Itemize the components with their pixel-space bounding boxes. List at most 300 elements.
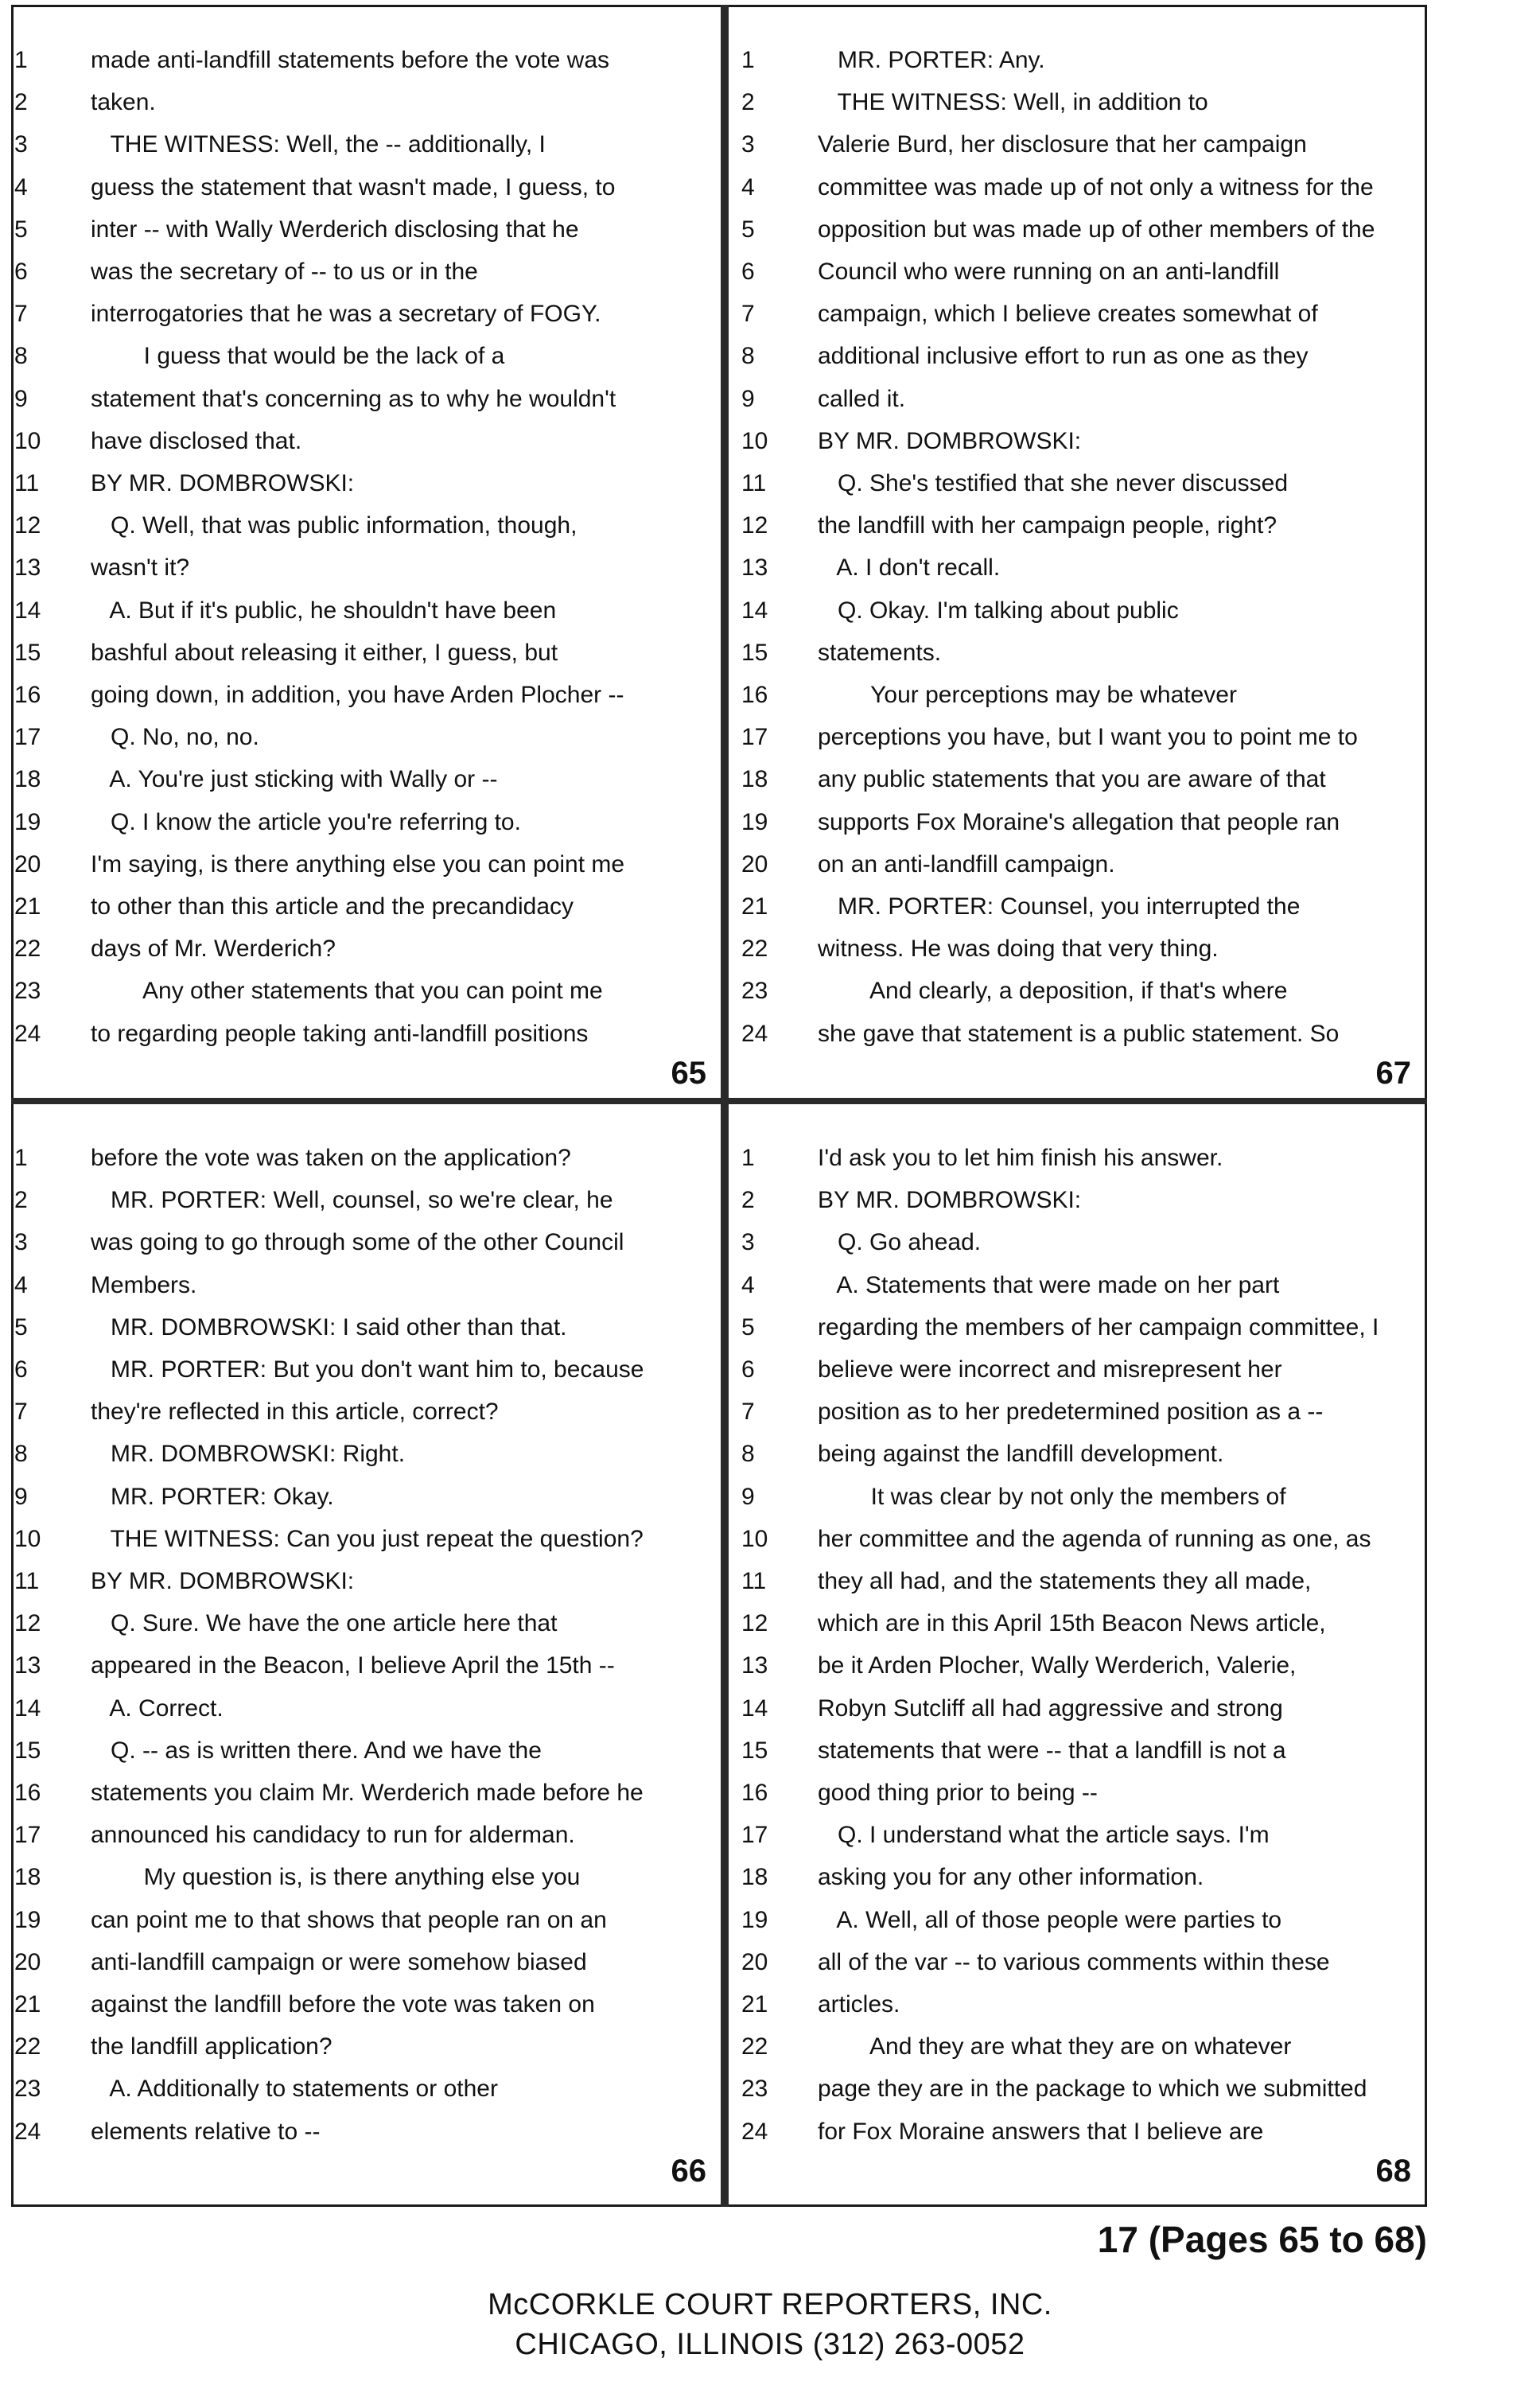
transcript-line [741,2068,1424,2110]
line-number: 23 [14,978,41,1005]
line-number: 4 [741,173,755,200]
line-number: 5 [14,1313,28,1340]
line-number: 18 [741,766,768,793]
transcript-line [14,928,719,970]
transcript-line [741,1900,1424,1941]
line-number: 17 [741,724,768,751]
transcript-line [741,251,1424,293]
transcript-line [741,886,1424,928]
line-text: And they are what they are on whatever [818,2033,1292,2060]
transcript-line [14,759,719,800]
line-text: her committee and the agenda of running as one, as [818,1525,1371,1552]
transcript-line [14,336,719,377]
line-number: 10 [741,427,768,454]
transcript-line [14,1857,719,1898]
transcript-line [741,1815,1424,1856]
line-text: they all had, and the statements they all made, [818,1568,1312,1594]
transcript-line [14,1730,719,1772]
transcript-line [14,547,719,589]
line-number: 3 [741,131,755,158]
transcript-line [741,1180,1424,1221]
line-number: 7 [741,1399,755,1426]
line-text: A. I don't recall. [818,554,1001,582]
transcript-line [741,1519,1424,1560]
line-number: 16 [741,1780,768,1806]
line-number: 7 [14,301,28,328]
line-text: announced his candidacy to run for alderman. [91,1822,575,1849]
line-text: elements relative to -- [91,2118,321,2145]
line-number: 9 [741,385,755,412]
line-text: Any other statements that you can point me [91,978,603,1005]
line-text: Q. Okay. I'm talking about public [818,597,1179,624]
line-number: 13 [14,1652,41,1679]
line-text: they're reflected in this article, correct? [91,1399,499,1426]
line-text: And clearly, a deposition, if that's where [818,978,1288,1005]
line-text: THE WITNESS: Can you just repeat the question? [91,1525,644,1552]
line-text: on an anti-landfill campaign. [818,850,1115,877]
line-number: 16 [741,682,768,708]
transcript-line [14,590,719,632]
line-number: 11 [741,1568,767,1594]
transcript-line [741,547,1424,589]
line-text: interrogatories that he was a secretary of FOGY. [91,301,601,328]
transcript-line [741,124,1424,165]
line-number: 19 [14,808,41,835]
transcript-line [14,1815,719,1856]
line-number: 8 [741,1441,755,1468]
line-text: opposition but was made up of other members of the [818,216,1375,243]
transcript-line [14,1984,719,2025]
line-number: 24 [14,1020,41,1047]
line-number: 21 [14,893,41,920]
line-number: 19 [741,1906,768,1933]
line-text: statements that were -- that a landfill is not a [818,1737,1286,1764]
transcript-line [14,1138,719,1179]
line-text: against the landfill before the vote was taken on [91,1991,595,2018]
line-text: going down, in addition, you have Arden Plocher -- [91,682,624,708]
line-number: 19 [741,808,768,835]
line-number: 2 [14,89,28,116]
line-number: 8 [14,1441,28,1468]
transcript-line [14,717,719,758]
transcript-line [741,590,1424,632]
line-text: to regarding people taking anti-landfill positions [91,1020,589,1047]
line-text: Your perceptions may be whatever [818,682,1237,708]
transcript-line [14,294,719,335]
line-number: 2 [741,89,755,116]
line-text: for Fox Moraine answers that I believe are [818,2118,1264,2145]
line-number: 5 [14,216,28,243]
line-text: A. Statements that were made on her part [818,1271,1280,1298]
transcript-line [14,1561,719,1602]
line-number: 17 [14,1822,41,1849]
transcript-line [14,1603,719,1644]
line-text: MR. DOMBROWSKI: Right. [91,1441,406,1468]
transcript-line [741,1349,1424,1391]
line-text: MR. PORTER: Counsel, you interrupted the [818,893,1301,920]
page-number: 65 [671,1056,706,1091]
line-number: 15 [741,1737,768,1764]
line-text: MR. PORTER: Okay. [91,1483,334,1510]
transcript-line [741,209,1424,251]
line-text: position as to her predetermined position as a -- [818,1399,1324,1426]
transcript-line [14,675,719,716]
line-text: any public statements that you are aware of that [818,766,1326,793]
transcript-page [14,40,719,1096]
line-text: I'm saying, is there anything else you can point me [91,850,625,877]
line-number: 6 [14,1356,28,1383]
line-number: 9 [741,1483,755,1510]
line-text: MR. PORTER: Well, counsel, so we're clear, he [91,1187,613,1214]
horizontal-divider [11,1098,1427,1104]
line-text: guess the statement that wasn't made, I guess, to [91,173,616,200]
line-text: taken. [91,89,156,116]
line-number: 10 [14,1525,41,1552]
line-number: 11 [14,470,40,496]
page-number: 66 [671,2154,706,2189]
transcript-line [14,844,719,885]
line-number: 24 [741,2118,768,2145]
line-text: regarding the members of her campaign committee, I [818,1313,1379,1340]
line-text: asking you for any other information. [818,1864,1204,1891]
transcript-line [741,1307,1424,1348]
line-text: statements you claim Mr. Werderich made before he [91,1780,644,1806]
line-text: THE WITNESS: Well, in addition to [818,89,1208,116]
transcript-line [14,209,719,251]
line-number: 4 [14,1271,28,1298]
line-number: 6 [741,259,755,285]
line-text: have disclosed that. [91,427,302,454]
line-number: 23 [741,2076,768,2103]
transcript-line [741,1014,1424,1055]
line-number: 20 [741,1948,768,1975]
line-number: 13 [14,554,41,582]
line-text: she gave that statement is a public statement. So [818,1020,1340,1047]
transcript-line [14,802,719,843]
line-number: 22 [14,2033,41,2060]
transcript-line [741,802,1424,843]
transcript-line [14,971,719,1012]
line-text: statement that's concerning as to why he wouldn't [91,385,616,412]
line-number: 3 [14,1229,28,1256]
transcript-line [741,1222,1424,1263]
line-text: Q. I understand what the article says. I'm [818,1822,1270,1849]
line-text: Q. Well, that was public information, though, [91,512,578,539]
line-number: 6 [741,1356,755,1383]
transcript-line [14,1391,719,1433]
transcript-line [14,632,719,674]
transcript-line [741,844,1424,885]
transcript-line [14,82,719,123]
line-number: 5 [741,216,755,243]
page-range-label: 17 (Pages 65 to 68) [1097,2219,1427,2260]
line-number: 20 [14,850,41,877]
transcript-line [14,1772,719,1814]
transcript-line [14,379,719,420]
line-number: 15 [14,639,41,666]
line-text: Q. She's testified that she never discussed [818,470,1289,496]
transcript-line [14,2068,719,2110]
line-number: 20 [14,1948,41,1975]
transcript-page [741,1138,1424,2194]
line-number: 12 [741,512,768,539]
transcript-line [741,1645,1424,1687]
transcript-line [741,40,1424,81]
line-text: additional inclusive effort to run as one as they [818,343,1309,370]
transcript-line [14,167,719,208]
transcript-line [741,463,1424,504]
transcript-line [741,759,1424,800]
transcript-line [14,2026,719,2068]
transcript-line [741,971,1424,1012]
line-text: inter -- with Wally Werderich disclosing that he [91,216,579,243]
transcript-line [14,2111,719,2153]
transcript-line [14,1349,719,1391]
line-number: 10 [14,427,41,454]
transcript-line [14,1265,719,1306]
reporter-address: CHICAGO, ILLINOIS (312) 263-0052 [515,2328,1025,2361]
line-text: appeared in the Beacon, I believe April the 15th -- [91,1652,615,1679]
line-number: 12 [14,512,41,539]
line-number: 14 [14,1695,41,1722]
line-text: A. But if it's public, he shouldn't have been [91,597,557,624]
line-text: MR. PORTER: But you don't want him to, because [91,1356,644,1383]
transcript-line [14,1307,719,1348]
line-text: Members. [91,1271,197,1298]
line-text: before the vote was taken on the application? [91,1145,571,1171]
line-text: A. Well, all of those people were parties to [818,1906,1282,1933]
transcript-page [741,40,1424,1096]
line-text: articles. [818,1991,900,2018]
line-text: be it Arden Plocher, Wally Werderich, Valerie, [818,1652,1297,1679]
page-number: 67 [1375,1056,1411,1091]
line-text: A. Correct. [91,1695,224,1722]
line-text: can point me to that shows that people ran on an [91,1906,607,1933]
line-text: anti-landfill campaign or were somehow biased [91,1948,587,1975]
line-number: 16 [14,1780,41,1806]
line-number: 22 [741,936,768,963]
transcript-line [741,1984,1424,2025]
line-text: Q. -- as is written there. And we have the [91,1737,542,1764]
line-number: 23 [14,2076,41,2103]
line-text: made anti-landfill statements before the vote was [91,47,610,73]
line-number: 3 [14,131,28,158]
line-number: 18 [14,1864,41,1891]
transcript-line [741,2111,1424,2153]
line-number: 14 [741,597,768,624]
line-text: Valerie Burd, her disclosure that her campaign [818,131,1307,158]
line-text: MR. DOMBROWSKI: I said other than that. [91,1313,567,1340]
line-number: 17 [741,1822,768,1849]
line-text: campaign, which I believe creates somewhat of [818,301,1318,328]
line-text: called it. [818,385,906,412]
line-number: 19 [14,1906,41,1933]
line-text: being against the landfill development. [818,1441,1224,1468]
line-text: days of Mr. Werderich? [91,936,336,963]
transcript-line [741,379,1424,420]
transcript-line [741,2026,1424,2068]
line-text: statements. [818,639,942,666]
line-number: 10 [741,1525,768,1552]
line-number: 9 [14,1483,28,1510]
line-number: 2 [14,1187,28,1214]
line-text: Q. No, no, no. [91,724,259,751]
transcript-line [14,40,719,81]
line-number: 11 [741,470,767,496]
transcript-line [14,463,719,504]
transcript-line [741,82,1424,123]
transcript-line [741,336,1424,377]
transcript-line [14,1519,719,1560]
line-text: page they are in the package to which we submitted [818,2076,1367,2103]
line-text: BY MR. DOMBROWSKI: [91,1568,355,1594]
line-number: 21 [14,1991,41,2018]
transcript-line [741,717,1424,758]
transcript-line [14,505,719,547]
transcript-line [741,1561,1424,1602]
line-text: Q. I know the article you're referring to. [91,808,521,835]
transcript-line [14,886,719,928]
line-text: A. You're just sticking with Wally or -- [91,766,498,793]
transcript-line [741,167,1424,208]
line-text: Council who were running on an anti-landfill [818,259,1280,285]
line-number: 9 [14,385,28,412]
line-text: BY MR. DOMBROWSKI: [818,1187,1082,1214]
transcript-line [14,1688,719,1730]
line-number: 3 [741,1229,755,1256]
transcript-line [741,421,1424,462]
line-number: 23 [741,978,768,1005]
line-number: 14 [741,1695,768,1722]
line-text: good thing prior to being -- [818,1780,1098,1806]
line-text: THE WITNESS: Well, the -- additionally, I [91,131,546,158]
line-text: was going to go through some of the other Council [91,1229,624,1256]
transcript-line [741,675,1424,716]
line-number: 4 [14,173,28,200]
line-number: 2 [741,1187,755,1214]
line-text: A. Additionally to statements or other [91,2076,498,2103]
transcript-line [14,1222,719,1263]
line-text: perceptions you have, but I want you to point me to [818,724,1358,751]
line-text: the landfill application? [91,2033,332,2060]
line-text: It was clear by not only the members of [818,1483,1286,1510]
transcript-line [741,1688,1424,1730]
line-number: 11 [14,1568,40,1594]
line-number: 16 [14,682,41,708]
line-number: 12 [741,1610,768,1637]
transcript-line [741,1434,1424,1475]
transcript-line [741,1942,1424,1983]
line-number: 13 [741,1652,768,1679]
line-number: 15 [741,639,768,666]
line-text: BY MR. DOMBROWSKI: [818,427,1082,454]
line-number: 12 [14,1610,41,1637]
line-number: 20 [741,850,768,877]
transcript-line [14,1014,719,1055]
line-text: which are in this April 15th Beacon News article, [818,1610,1326,1637]
reporter-name: McCORKLE COURT REPORTERS, INC. [488,2288,1052,2321]
line-number: 17 [14,724,41,751]
transcript-line [741,1265,1424,1306]
line-text: the landfill with her campaign people, right? [818,512,1278,539]
transcript-line [14,1434,719,1475]
transcript-line [14,1180,719,1221]
transcript-line [741,1477,1424,1518]
transcript-line [14,1645,719,1687]
line-number: 6 [14,259,28,285]
line-text: wasn't it? [91,554,190,582]
vertical-divider [721,5,729,2207]
transcript-line [741,294,1424,335]
line-number: 1 [14,1145,28,1171]
line-number: 21 [741,893,768,920]
transcript-line [741,928,1424,970]
transcript-line [14,124,719,165]
transcript-line [14,1900,719,1941]
line-number: 18 [741,1864,768,1891]
line-number: 7 [14,1399,28,1426]
line-number: 1 [741,1145,755,1171]
line-number: 8 [741,343,755,370]
line-text: all of the var -- to various comments within these [818,1948,1330,1975]
line-number: 22 [741,2033,768,2060]
line-text: Robyn Sutcliff all had aggressive and strong [818,1695,1283,1722]
line-number: 13 [741,554,768,582]
line-number: 14 [14,597,41,624]
transcript-line [741,1603,1424,1644]
line-number: 18 [14,766,41,793]
line-text: Q. Go ahead. [818,1229,982,1256]
line-text: MR. PORTER: Any. [818,47,1045,73]
line-text: I'd ask you to let him finish his answer. [818,1145,1223,1171]
line-text: BY MR. DOMBROWSKI: [91,470,355,496]
line-text: Q. Sure. We have the one article here that [91,1610,558,1637]
transcript-page [14,1138,719,2194]
transcript-line [14,251,719,293]
line-number: 7 [741,301,755,328]
line-text: My question is, is there anything else you [91,1864,581,1891]
line-text: bashful about releasing it either, I guess, but [91,639,558,666]
line-text: committee was made up of not only a witness for the [818,173,1374,200]
transcript-line [741,632,1424,674]
line-number: 24 [741,1020,768,1047]
transcript-line [741,505,1424,547]
line-number: 5 [741,1313,755,1340]
line-text: I guess that would be the lack of a [91,343,505,370]
line-number: 1 [14,47,28,73]
line-number: 22 [14,936,41,963]
line-number: 1 [741,47,755,73]
line-text: to other than this article and the precandidacy [91,893,574,920]
transcript-line [14,1477,719,1518]
line-number: 24 [14,2118,41,2145]
line-number: 8 [14,343,28,370]
page-number: 68 [1375,2154,1411,2189]
transcript-line [741,1391,1424,1433]
line-number: 15 [14,1737,41,1764]
line-text: was the secretary of -- to us or in the [91,259,478,285]
line-text: supports Fox Moraine's allegation that people ran [818,808,1340,835]
line-text: believe were incorrect and misrepresent her [818,1356,1282,1383]
transcript-line [14,421,719,462]
transcript-line [741,1857,1424,1898]
line-number: 4 [741,1271,755,1298]
transcript-line [14,1942,719,1983]
transcript-line [741,1772,1424,1814]
line-number: 21 [741,1991,768,2018]
transcript-line [741,1730,1424,1772]
transcript-line [741,1138,1424,1179]
